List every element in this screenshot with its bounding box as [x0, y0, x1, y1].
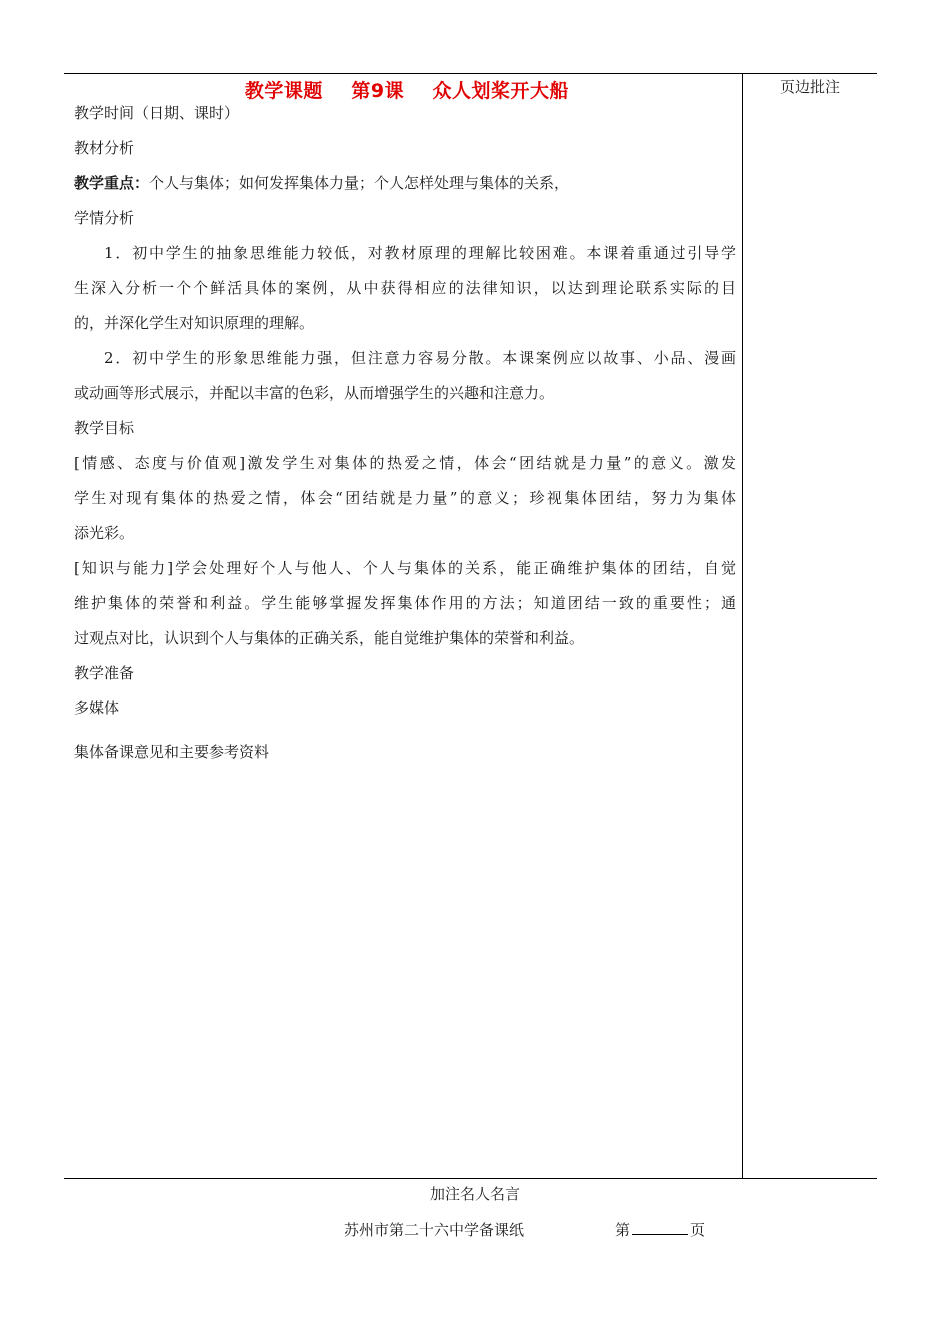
analysis-point-2-line-2: 或动画等形式展示，并配以丰富的色彩，从而增强学生的兴趣和注意力。 [74, 384, 555, 402]
margin-notes-label: 页边批注 [779, 78, 840, 96]
key-points [74, 170, 736, 196]
objective-emotion-line-2: 学生对现有集体的热爱之情，体会“团结就是力量”的意义；珍视集体团结，努力为集体 [74, 489, 736, 507]
material-analysis-heading: 教材分析 [74, 139, 135, 157]
page-prefix: 第 [615, 1221, 631, 1239]
top-rule [64, 73, 877, 74]
objective-emotion-line-3: 添光彩。 [74, 524, 135, 542]
student-analysis-heading: 学情分析 [74, 209, 135, 227]
footer-quote-text: 加注名人名言 [429, 1185, 520, 1203]
key-points-label: 教学重点： [74, 174, 150, 192]
analysis-point-1-line-2: 生深入分析一个个鲜活具体的案例，从中获得相应的法律知识，以达到理论联系实际的目 [74, 279, 736, 297]
multimedia-text: 多媒体 [74, 699, 120, 717]
teach-time-heading: 教学时间（日期、课时） [74, 104, 240, 122]
page-suffix: 页 [690, 1221, 706, 1239]
footer-school-name: 苏州市第二十六中学备课纸 [344, 1221, 525, 1239]
key-points-text: 个人与集体；如何发挥集体力量；个人怎样处理与集体的关系， [149, 174, 570, 192]
footer-page-number [615, 1219, 705, 1240]
lesson-plan-body [74, 100, 736, 774]
objective-knowledge-line-1: [知识与能力]学会处理好个人与他人、个人与集体的关系，能正确维护集体的团结，自觉 [74, 559, 736, 577]
analysis-point-1-line-1: 1．初中学生的抽象思维能力较低，对教材原理的理解比较困难。本课着重通过引导学 [104, 244, 736, 262]
objectives-heading: 教学目标 [74, 419, 135, 437]
footer-quote-label [0, 1183, 950, 1204]
objective-knowledge-line-2: 维护集体的荣誉和利益。学生能够掌握发挥集体作用的方法；知道团结一致的重要性；通 [74, 594, 736, 612]
bottom-rule [64, 1178, 877, 1179]
analysis-point-2-line-1: 2．初中学生的形象思维能力强，但注意力容易分散。本课案例应以故事、小品、漫画 [104, 349, 736, 367]
lesson-title: 教学课题 第9课 众人划桨开大船 [244, 80, 570, 102]
margin-column-divider [742, 73, 743, 1179]
objective-emotion-line-1: [情感、态度与价值观]激发学生对集体的热爱之情，体会“团结就是力量”的意义。激发 [74, 454, 736, 472]
page-number-blank [632, 1219, 688, 1235]
analysis-point-1-line-3: 的，并深化学生对知识原理的理解。 [74, 314, 315, 332]
objective-knowledge-line-3: 过观点对比，认识到个人与集体的正确关系，能自觉维护集体的荣誉和利益。 [74, 629, 585, 647]
references-heading: 集体备课意见和主要参考资料 [74, 743, 270, 761]
preparation-heading: 教学准备 [74, 664, 135, 682]
